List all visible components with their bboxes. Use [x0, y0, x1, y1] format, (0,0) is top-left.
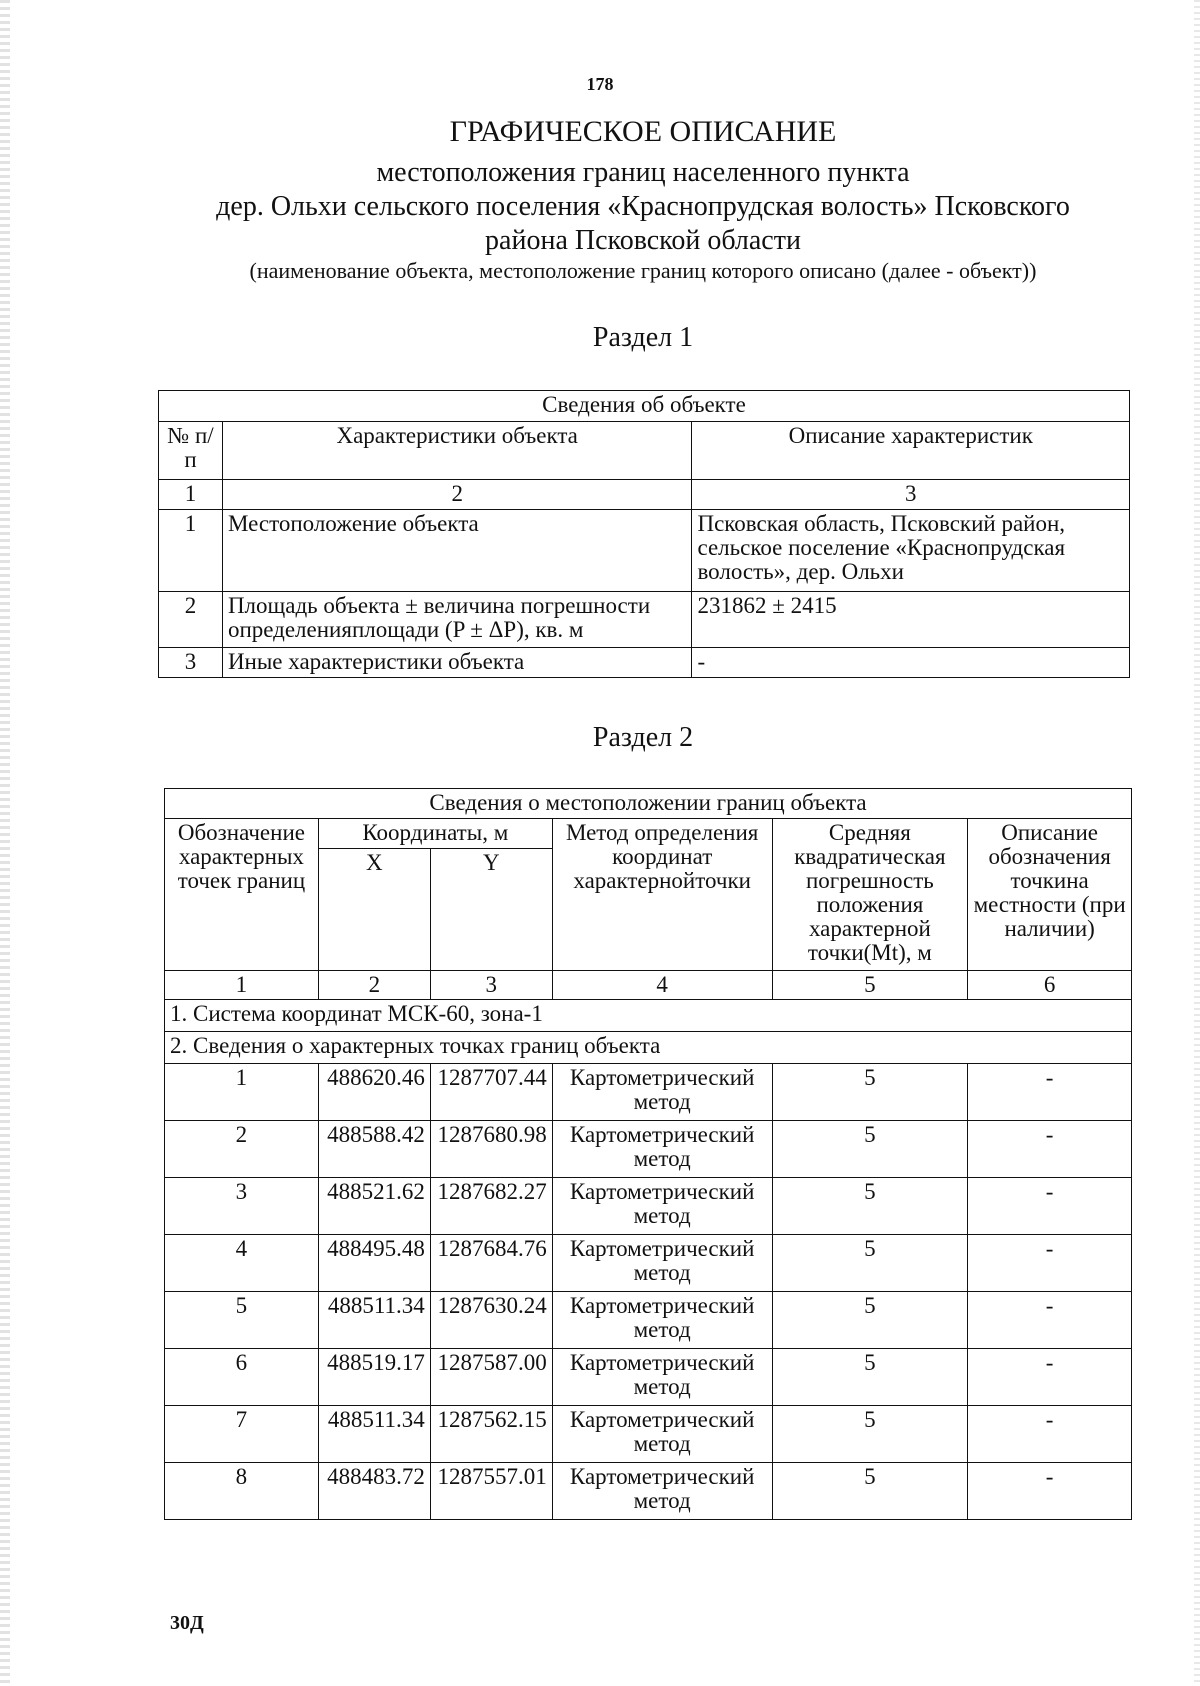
col-header-point-description: Описание обозначения точкина местности (при наличии)	[968, 819, 1132, 971]
point-description: -	[968, 1235, 1132, 1292]
table-row	[165, 1292, 1132, 1349]
col-number: 3	[692, 480, 1130, 510]
subtitle-line-1: местоположения границ населенного пункта	[376, 157, 910, 188]
point-mt: 5	[772, 1349, 968, 1406]
coords-table-title: Сведения о местоположении границ объекта	[165, 789, 1132, 819]
table-row	[159, 510, 1130, 592]
object-info-table	[158, 390, 1130, 678]
subtitle-line-2: дер. Ольхи сельского поселения «Краснопрудская волость» Псковского	[216, 191, 1070, 222]
point-description: -	[968, 1463, 1132, 1520]
col-header-coordinates: Координаты, м	[318, 819, 552, 849]
point-mt: 5	[772, 1235, 968, 1292]
point-x: 488519.17	[318, 1349, 430, 1406]
row-characteristic: Иные характеристики объекта	[222, 648, 692, 678]
col-number: 1	[159, 480, 223, 510]
table-row	[165, 1349, 1132, 1406]
section1-heading: Раздел 1	[592, 322, 694, 353]
point-x: 488483.72	[318, 1463, 430, 1520]
table-row	[165, 1178, 1132, 1235]
footer-code: 30Д	[170, 1612, 204, 1634]
point-y: 1287630.24	[430, 1292, 552, 1349]
row-characteristic: Площадь объекта ± величина погрешности определенияплощади (P ± ΔP), кв. м	[222, 592, 692, 648]
point-description: -	[968, 1349, 1132, 1406]
point-number: 5	[165, 1292, 319, 1349]
col-number: 1	[165, 971, 319, 1000]
point-x: 488495.48	[318, 1235, 430, 1292]
point-y: 1287684.76	[430, 1235, 552, 1292]
point-y: 1287562.15	[430, 1406, 552, 1463]
point-mt: 5	[772, 1064, 968, 1121]
point-method: Картометрический метод	[552, 1463, 772, 1520]
coordinate-system-row: 1. Система координат МСК-60, зона-1	[165, 1000, 1132, 1032]
point-y: 1287587.00	[430, 1349, 552, 1406]
col-number: 2	[318, 971, 430, 1000]
boundary-points-row: 2. Сведения о характерных точках границ объекта	[165, 1032, 1132, 1064]
point-y: 1287707.44	[430, 1064, 552, 1121]
col-header-characteristic: Характеристики объекта	[222, 422, 692, 480]
point-method: Картометрический метод	[552, 1235, 772, 1292]
col-number: 2	[222, 480, 692, 510]
point-description: -	[968, 1406, 1132, 1463]
point-number: 2	[165, 1121, 319, 1178]
point-y: 1287680.98	[430, 1121, 552, 1178]
page-number: 178	[586, 74, 614, 94]
point-method: Картометрический метод	[552, 1178, 772, 1235]
point-description: -	[968, 1064, 1132, 1121]
col-number: 6	[968, 971, 1132, 1000]
table-row	[159, 648, 1130, 678]
object-table-title: Сведения об объекте	[159, 391, 1130, 422]
point-x: 488511.34	[318, 1406, 430, 1463]
col-header-number: № п/п	[159, 422, 223, 480]
row-number: 3	[159, 648, 223, 678]
point-mt: 5	[772, 1406, 968, 1463]
point-method: Картометрический метод	[552, 1292, 772, 1349]
col-number: 5	[772, 971, 968, 1000]
point-x: 488620.46	[318, 1064, 430, 1121]
row-number: 2	[159, 592, 223, 648]
point-y: 1287682.27	[430, 1178, 552, 1235]
point-y: 1287557.01	[430, 1463, 552, 1520]
row-description: Псковская область, Псковский район, сельское поселение «Краснопрудская волость», дер. Ольхи	[692, 510, 1130, 592]
table-row	[165, 1064, 1132, 1121]
col-header-description: Описание характеристик	[692, 422, 1130, 480]
table-row	[165, 1121, 1132, 1178]
col-header-x: X	[318, 849, 430, 971]
point-number: 7	[165, 1406, 319, 1463]
point-x: 488511.34	[318, 1292, 430, 1349]
subtitle-note: (наименование объекта, местоположение границ которого описано (далее - объект))	[249, 258, 1037, 283]
point-x: 488588.42	[318, 1121, 430, 1178]
point-mt: 5	[772, 1178, 968, 1235]
col-number: 3	[430, 971, 552, 1000]
point-method: Картометрический метод	[552, 1349, 772, 1406]
table-row	[165, 1235, 1132, 1292]
point-mt: 5	[772, 1292, 968, 1349]
row-characteristic: Местоположение объекта	[222, 510, 692, 592]
col-number: 4	[552, 971, 772, 1000]
table-row	[165, 1463, 1132, 1520]
point-number: 8	[165, 1463, 319, 1520]
col-header-error: Средняя квадратическая погрешность положения характерной точки(Mt), м	[772, 819, 968, 971]
row-number: 1	[159, 510, 223, 592]
point-method: Картометрический метод	[552, 1121, 772, 1178]
boundary-coordinates-table	[164, 788, 1132, 1520]
point-description: -	[968, 1178, 1132, 1235]
col-header-method: Метод определения координат характернойточки	[552, 819, 772, 971]
table-row	[159, 592, 1130, 648]
col-header-y: Y	[430, 849, 552, 971]
point-method: Картометрический метод	[552, 1064, 772, 1121]
point-description: -	[968, 1292, 1132, 1349]
point-number: 3	[165, 1178, 319, 1235]
point-number: 1	[165, 1064, 319, 1121]
point-number: 4	[165, 1235, 319, 1292]
point-number: 6	[165, 1349, 319, 1406]
row-description: -	[692, 648, 1130, 678]
point-mt: 5	[772, 1121, 968, 1178]
section2-heading: Раздел 2	[592, 722, 694, 753]
subtitle-line-3: района Псковской области	[485, 225, 801, 256]
document-title: ГРАФИЧЕСКОЕ ОПИСАНИЕ	[449, 115, 837, 148]
point-x: 488521.62	[318, 1178, 430, 1235]
point-method: Картометрический метод	[552, 1406, 772, 1463]
table-row	[165, 1406, 1132, 1463]
point-mt: 5	[772, 1463, 968, 1520]
row-description: 231862 ± 2415	[692, 592, 1130, 648]
col-header-designation: Обозначение характерных точек границ	[165, 819, 319, 971]
point-description: -	[968, 1121, 1132, 1178]
